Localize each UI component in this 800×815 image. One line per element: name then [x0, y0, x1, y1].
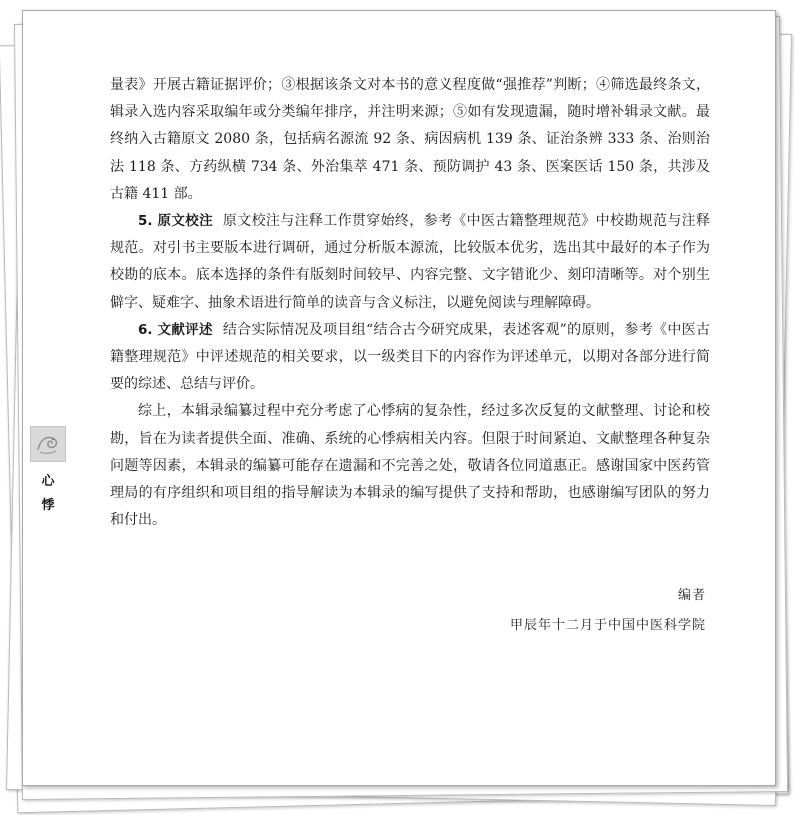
- paragraph-text: 综上，本辑录编纂过程中充分考虑了心悸病的复杂性，经过多次反复的文献整理、讨论和校勘，旨在为读者提供全面、准确、系统的心悸病相关内容。但限于时间紧迫、文献整理各种复杂问题等因素，本辑录的编纂可能存在遗漏和不完善之处，敬请各位同道惠正。感谢国家中医药管理局的有序组织和项目组的指导解读为本辑录的编写提供了支持和帮助，也感谢编写团队的努力和付出。: [110, 403, 710, 529]
- section-heading: 6. 文献评述: [138, 321, 213, 338]
- signature-author: 编者: [677, 588, 706, 603]
- paragraph: [110, 208, 710, 317]
- paragraph: [110, 317, 710, 399]
- body-text: [110, 72, 710, 534]
- paragraph-text: 量表》开展古籍证据评价；③根据该条文对本书的意义程度做“强推荐”判断；④筛选最终条文，辑录入选内容采取编年或分类编年排序，并注明来源；⑤如有发现遗漏，随时增补辑录文献。最终纳入古籍原文 2080 条，包括病名源流 92 条、病因病机 139 条、证治条辨 333 条、治则治法 118 条、方药纵横 734 条、外治集萃 471 条、预防调护 43 条、医案医话 150 条，共涉及古籍 411 部。: [110, 77, 710, 202]
- section-title-char: 悸: [41, 498, 55, 513]
- signature-date: 甲辰年十二月于中国中医科学院: [509, 618, 706, 633]
- dragon-emblem-icon: [30, 426, 66, 462]
- section-heading: 5. 原文校注: [138, 213, 213, 230]
- section-vertical-title: [32, 470, 64, 518]
- paragraph: [110, 72, 710, 208]
- paragraph-text: 结合实际情况及项目组“结合古今研究成果，表述客观”的原则，参考《中医古籍整理规范》中评述规范的相关要求，以一级类目下的内容作为评述单元，以期对各部分进行简要的综述、总结与评价。: [110, 321, 710, 393]
- paragraph-text: 原文校注与注释工作贯穿始终，参考《中医古籍整理规范》中校勘规范与注释规范。对引书主要版本进行调研，通过分析版本源流，比较版本优劣，选出其中最好的本子作为校勘的底本。底本选择的条件有版刻时间较早、内容完整、文字错讹少、刻印清晰等。对个别生僻字、疑难字、抽象术语进行简单的读音与含义标注，以避免阅读与理解障碍。: [110, 213, 710, 311]
- section-title-char: 心: [41, 474, 55, 489]
- paragraph: [110, 398, 710, 534]
